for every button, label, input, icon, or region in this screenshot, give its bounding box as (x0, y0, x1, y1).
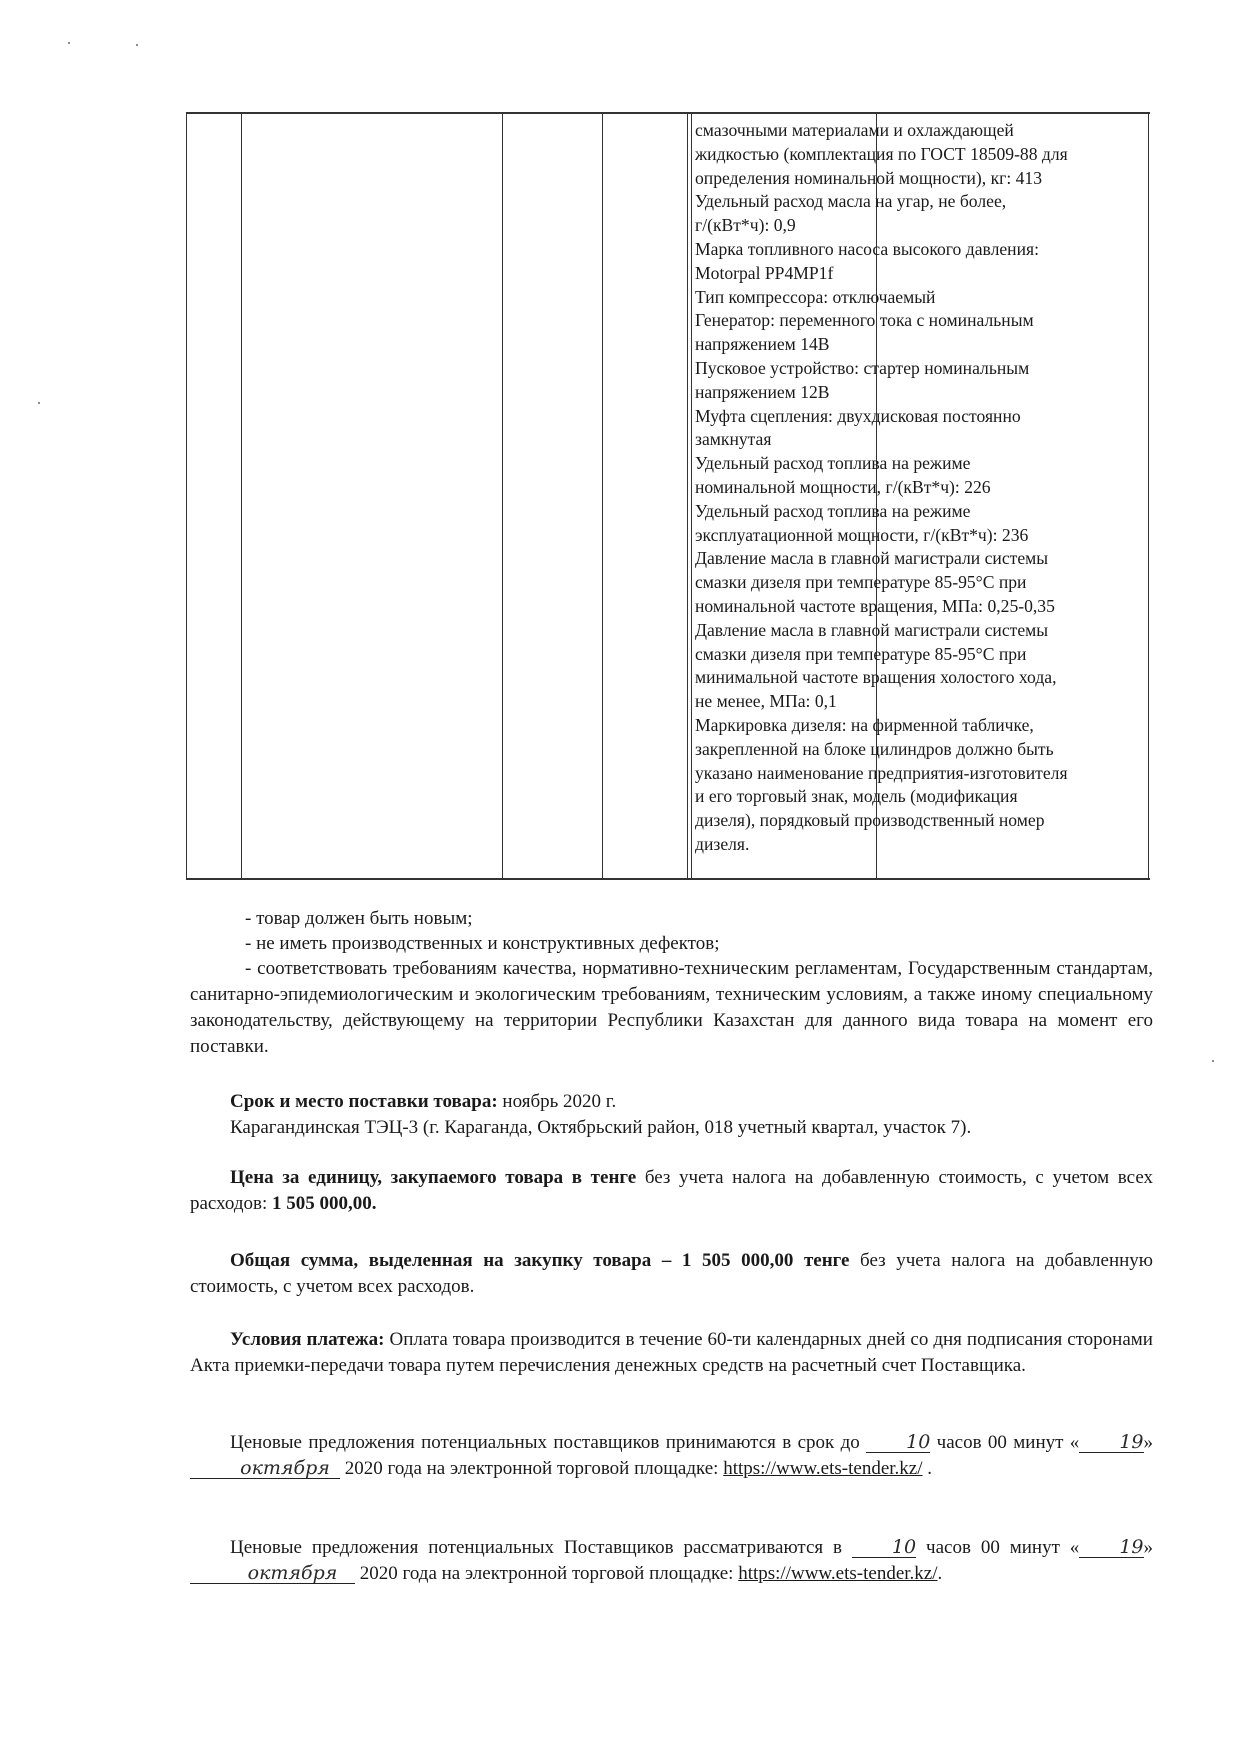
unit-price-text: без учета налога на добавленную стоимость, с учетом всех расходов: (190, 1167, 1153, 1214)
handwritten-hour: 10 (866, 1432, 930, 1453)
handwritten-day: 19 (1079, 1432, 1143, 1453)
scan-speck (38, 402, 40, 404)
handwritten-month: октября (190, 1563, 355, 1584)
delivery-place: Карагандинская ТЭЦ-3 (г. Караганда, Октябрьский район, 018 учетный квартал, участок 7). (230, 1117, 972, 1138)
total-sum-label: Общая сумма, выделенная на закупку товара – 1 505 000,00 тенге (230, 1250, 850, 1271)
scan-speck (68, 42, 70, 44)
unit-price-amount: 1 505 000,00. (272, 1193, 377, 1214)
deadline2-text-5: . (937, 1563, 943, 1584)
payment-text: Оплата товара производится в течение 60-ти календарных дней со дня подписания сторонами Акта приемки-передачи товара путем перечисления денежных средств на расчетный счет Поставщика. (190, 1329, 1153, 1376)
ets-tender-link[interactable]: https://www.ets-tender.kz/ (723, 1458, 923, 1479)
table-border-left (186, 114, 187, 878)
payment-label: Условия платежа: (230, 1329, 385, 1350)
delivery-label: Срок и место поставки товара: (230, 1091, 498, 1112)
submission-deadline (190, 1430, 1153, 1482)
table-column-divider (502, 114, 503, 878)
deadline2-text-3: » (1143, 1537, 1153, 1558)
total-sum (190, 1248, 1153, 1300)
table-border-right (1148, 114, 1149, 878)
table-column-divider (687, 114, 688, 878)
deadline1-text-1: Ценовые предложения потенциальных поставщиков принимаются в срок до (230, 1432, 867, 1453)
unit-price-label: Цена за единицу, закупаемого товара в тенге (230, 1167, 637, 1188)
spec-characteristics-cell: смазочными материалами и охлаждающей жидкостью (комплектация по ГОСТ 18509-88 для определения номинальной мощности), кг: 413 Удельный расход масла на угар, не более, г/(кВт*ч): 0,9 Марка топливного насоса высокого давления: Motorpal PP4MP1f Тип компрессора: отключаемый Генератор: переменного тока с номинальным напряжением 14В Пусковое устройство: стартер номинальным напряжением 12В Муфта сцепления: двухдисковая постоянно замкнутая Удельный расход топлива на режиме номинальной мощности, г/(кВт*ч): 226 Удельный расход топлива на режиме эксплуатационной мощности, г/(кВт*ч): 236 Давление масла в главной магистрали системы смазки дизеля при температуре 85-95°С при номинальной частоте вращения, МПа: 0,25-0,35 Давление масла в главной магистрали системы смазки дизеля при температуре 85-95°С при минимальной частоте вращения холостого хода, не менее, МПа: 0,1 Маркировка дизеля: на фирменной табличке, закрепленной на блоке цилиндров должно быть указано наименование предприятия-изготовителя и его торговый знак, модель (модификация дизеля), порядковый производственный номер дизеля. (695, 120, 1068, 854)
handwritten-hour: 10 (852, 1537, 916, 1558)
scan-speck (136, 44, 138, 46)
deadline1-text-2: часов 00 минут « (930, 1432, 1080, 1453)
deadline1-text-4: 2020 года на электронной торговой площадке: (340, 1458, 724, 1479)
review-deadline (190, 1535, 1153, 1587)
deadline2-text-1: Ценовые предложения потенциальных Поставщиков рассматриваются в (230, 1537, 852, 1558)
delivery-term (190, 1089, 1153, 1115)
table-column-divider (691, 114, 692, 878)
ets-tender-link[interactable]: https://www.ets-tender.kz/ (738, 1563, 938, 1584)
table-column-divider (241, 114, 242, 878)
deadline2-text-4: 2020 года на электронной торговой площадке: (355, 1563, 739, 1584)
scan-speck (1212, 1060, 1214, 1062)
delivery-term-value: ноябрь 2020 г. (497, 1091, 617, 1112)
spec-table (186, 112, 1150, 880)
table-column-divider (602, 114, 603, 878)
requirement-compliance: - соответствовать требованиям качества, нормативно-техническим регламентам, Государственным стандартам, санитарно-эпидемиологическим и экологическим требованиям, техническим условиям, а также иному специальному законодательству, действующему на территории Республики Казахстан для данного вида товара на момент его поставки. (190, 958, 1153, 1057)
total-sum-text: без учета налога на добавленную стоимость, с учетом всех расходов. (190, 1250, 1153, 1297)
handwritten-month: октября (190, 1458, 340, 1479)
deadline1-text-3: » (1143, 1432, 1153, 1453)
requirement-new: - товар должен быть новым; (245, 908, 473, 929)
handwritten-day: 19 (1079, 1537, 1143, 1558)
deadline1-text-5: . (922, 1458, 932, 1479)
deadline2-text-2: часов 00 минут « (916, 1537, 1080, 1558)
requirement-no-defects: - не иметь производственных и конструктивных дефектов; (245, 933, 720, 954)
payment-terms (190, 1327, 1153, 1379)
unit-price (190, 1165, 1153, 1217)
